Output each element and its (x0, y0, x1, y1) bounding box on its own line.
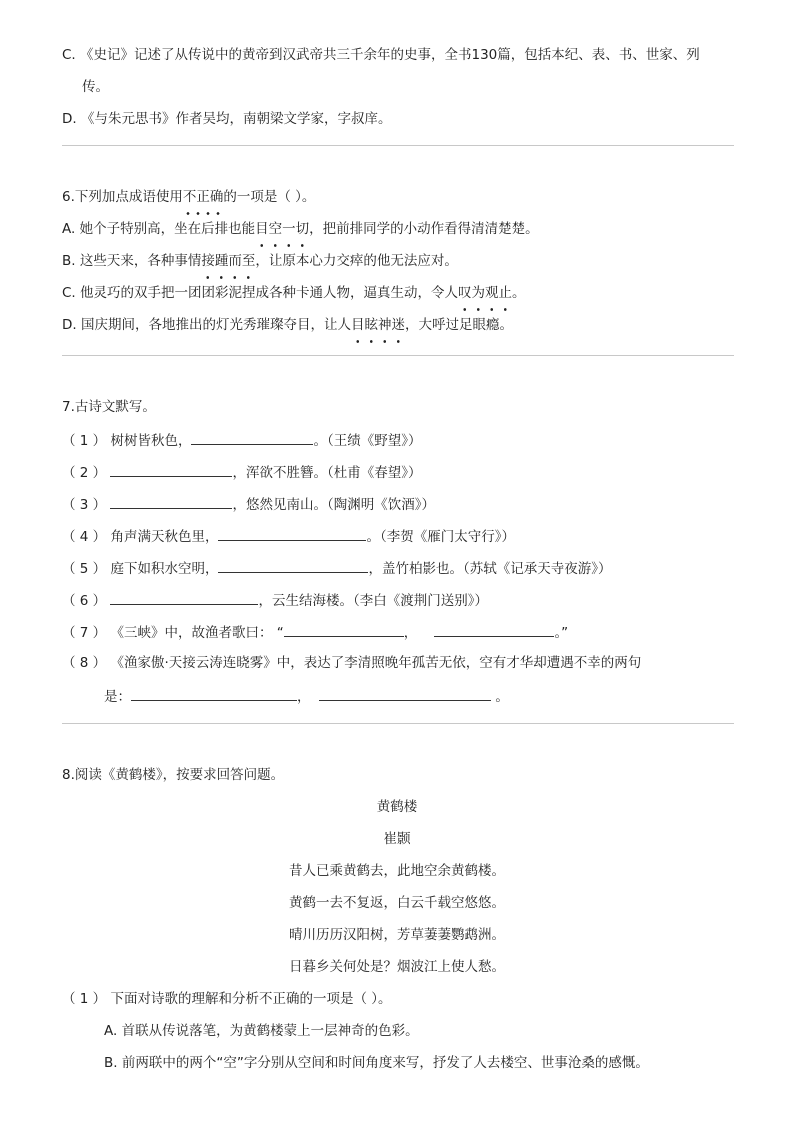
answer-blank[interactable] (284, 622, 404, 637)
q7-item-7 (62, 622, 568, 642)
q7-item-number: （ 6 ） (62, 593, 107, 609)
q7-item-number: （ 1 ） (62, 433, 107, 449)
q7-item-text: ， (403, 625, 418, 641)
poem-line: 昔人已乘黄鹤去，此地空余黄鹤楼。 (289, 863, 505, 879)
q7-item-3 (62, 494, 435, 514)
answer-blank[interactable] (191, 430, 313, 445)
q7-item-text: 角声满天秋色里， (110, 529, 219, 545)
q8-sub1-option-b: B. 前两联中的两个“空”字分别从空间和时间角度来写，抒发了人去楼空、世事沧桑的感慨。 (104, 1055, 649, 1071)
section-divider (62, 355, 734, 356)
q6-stem (62, 188, 315, 206)
q6-stem-pre: 6.下列加点成语使用 (62, 189, 183, 205)
q7-item-number: （ 8 ） (62, 655, 107, 671)
q7-item-2 (62, 462, 421, 482)
q7-item-text: ，浑欲不胜簪。（杜甫《春望》） (232, 465, 422, 481)
q7-title: 7.古诗文默写。 (62, 399, 156, 415)
answer-blank[interactable] (110, 494, 232, 509)
answer-blank[interactable] (218, 526, 366, 541)
section-divider (62, 723, 734, 724)
q7-item-8 (62, 654, 641, 672)
q8-sub1-stem: 下面对诗歌的理解和分析不正确的一项是（ ）。 (110, 991, 392, 1007)
q6-c-post: 。 (512, 285, 526, 301)
q6-a-idiom: 目空一切 (255, 221, 310, 237)
q7-item-number: （ 5 ） (62, 561, 107, 577)
q6-b-post: ，让原本心力交瘁的他无法应对。 (255, 253, 458, 269)
section-divider (62, 145, 734, 146)
q6-d-pre: D. 国庆期间，各地推出的灯光秀璀璨夺目，让人 (62, 317, 351, 333)
q7-item-8-cont (104, 686, 509, 706)
q5-option-c-line1: C. 《史记》记述了从传说中的黄帝到汉武帝共三千余年的史事，全书130篇，包括本纪、表、书、世家、列 (62, 47, 700, 63)
answer-blank[interactable] (434, 622, 554, 637)
q7-item-number: （ 3 ） (62, 497, 107, 513)
q6-option-b (62, 252, 458, 270)
poem-line: 日暮乡关何处是？烟波江上使人愁。 (289, 959, 505, 975)
q7-item-number: （ 7 ） (62, 625, 107, 641)
poem-author: 崔颢 (383, 831, 411, 847)
q7-item-text: ，云生结海楼。（李白《渡荆门送别》） (258, 593, 488, 609)
q7-item-text: 树树皆秋色， (110, 433, 192, 449)
q6-a-post: ，把前排同学的小动作看得清清楚楚。 (309, 221, 539, 237)
q7-item-text: ，盖竹柏影也。（苏轼《记承天寺夜游》） (368, 561, 612, 577)
poem-line: 黄鹤一去不复返，白云千载空悠悠。 (289, 895, 505, 911)
q7-item-5 (62, 558, 611, 578)
q7-item-1 (62, 430, 421, 450)
q7-item-number: （ 4 ） (62, 529, 107, 545)
q7-item-text: 。（王绩《野望》） (313, 433, 422, 449)
q6-stem-dotted: 不正确 (182, 189, 224, 205)
q7-item-text: 。” (554, 625, 569, 641)
q8-sub1-option-a: A. 首联从传说落笔，为黄鹤楼蒙上一层神奇的色彩。 (104, 1023, 419, 1039)
q6-option-d (62, 316, 513, 334)
q7-item-text: 《三峡》中，故渔者歌曰： “ (110, 625, 284, 641)
q7-item-text: 。（李贺《雁门太守行》） (366, 529, 515, 545)
q6-c-pre: C. 他灵巧的双手把一团团彩泥捏成各种卡通人物，逼真生动，令人 (62, 285, 459, 301)
q7-item-text: ，悠然见南山。（陶渊明《饮酒》） (232, 497, 435, 513)
q6-d-idiom: 目眩神迷 (350, 317, 405, 333)
q8-title: 8.阅读《黄鹤楼》，按要求回答问题。 (62, 767, 285, 783)
q6-d-post: ，大呼过足眼瘾。 (404, 317, 513, 333)
q6-stem-post: 的一项是（ ）。 (223, 189, 316, 205)
answer-blank[interactable] (110, 462, 232, 477)
poem-title: 黄鹤楼 (376, 799, 418, 815)
q7-item-text: 《渔家傲·天接云涛连晓雾》中，表达了李清照晚年孤苦无依，空有才华却遭遇不幸的两句 (110, 655, 642, 671)
q6-c-idiom: 叹为观止 (458, 285, 513, 301)
q6-option-c (62, 284, 526, 302)
answer-blank[interactable] (110, 590, 258, 605)
q7-item-text: 。 (495, 689, 509, 705)
q6-b-pre: B. 这些天来，各种事情 (62, 253, 202, 269)
answer-blank[interactable] (131, 686, 297, 701)
answer-blank[interactable] (218, 558, 368, 573)
q8-sub1 (62, 990, 392, 1008)
q8-sub1-number: （ 1 ） (62, 991, 107, 1007)
poem-line: 晴川历历汉阳树，芳草萋萋鹦鹉洲。 (289, 927, 505, 943)
q7-item-6 (62, 590, 488, 610)
q7-item-number: （ 2 ） (62, 465, 107, 481)
q6-b-idiom: 接踵而至 (201, 253, 256, 269)
q7-item-text: ， (297, 689, 311, 705)
q6-option-a (62, 220, 539, 238)
q5-option-d: D. 《与朱元思书》作者吴均，南朝梁文学家，字叔庠。 (62, 111, 392, 127)
q7-item-4 (62, 526, 515, 546)
answer-blank[interactable] (319, 686, 491, 701)
q7-item-text: 庭下如积水空明， (110, 561, 219, 577)
q6-a-pre: A. 她个子特别高，坐在后排也能 (62, 221, 256, 237)
q5-option-c-line2: 传。 (82, 79, 109, 95)
q7-item-text: 是： (104, 689, 131, 705)
